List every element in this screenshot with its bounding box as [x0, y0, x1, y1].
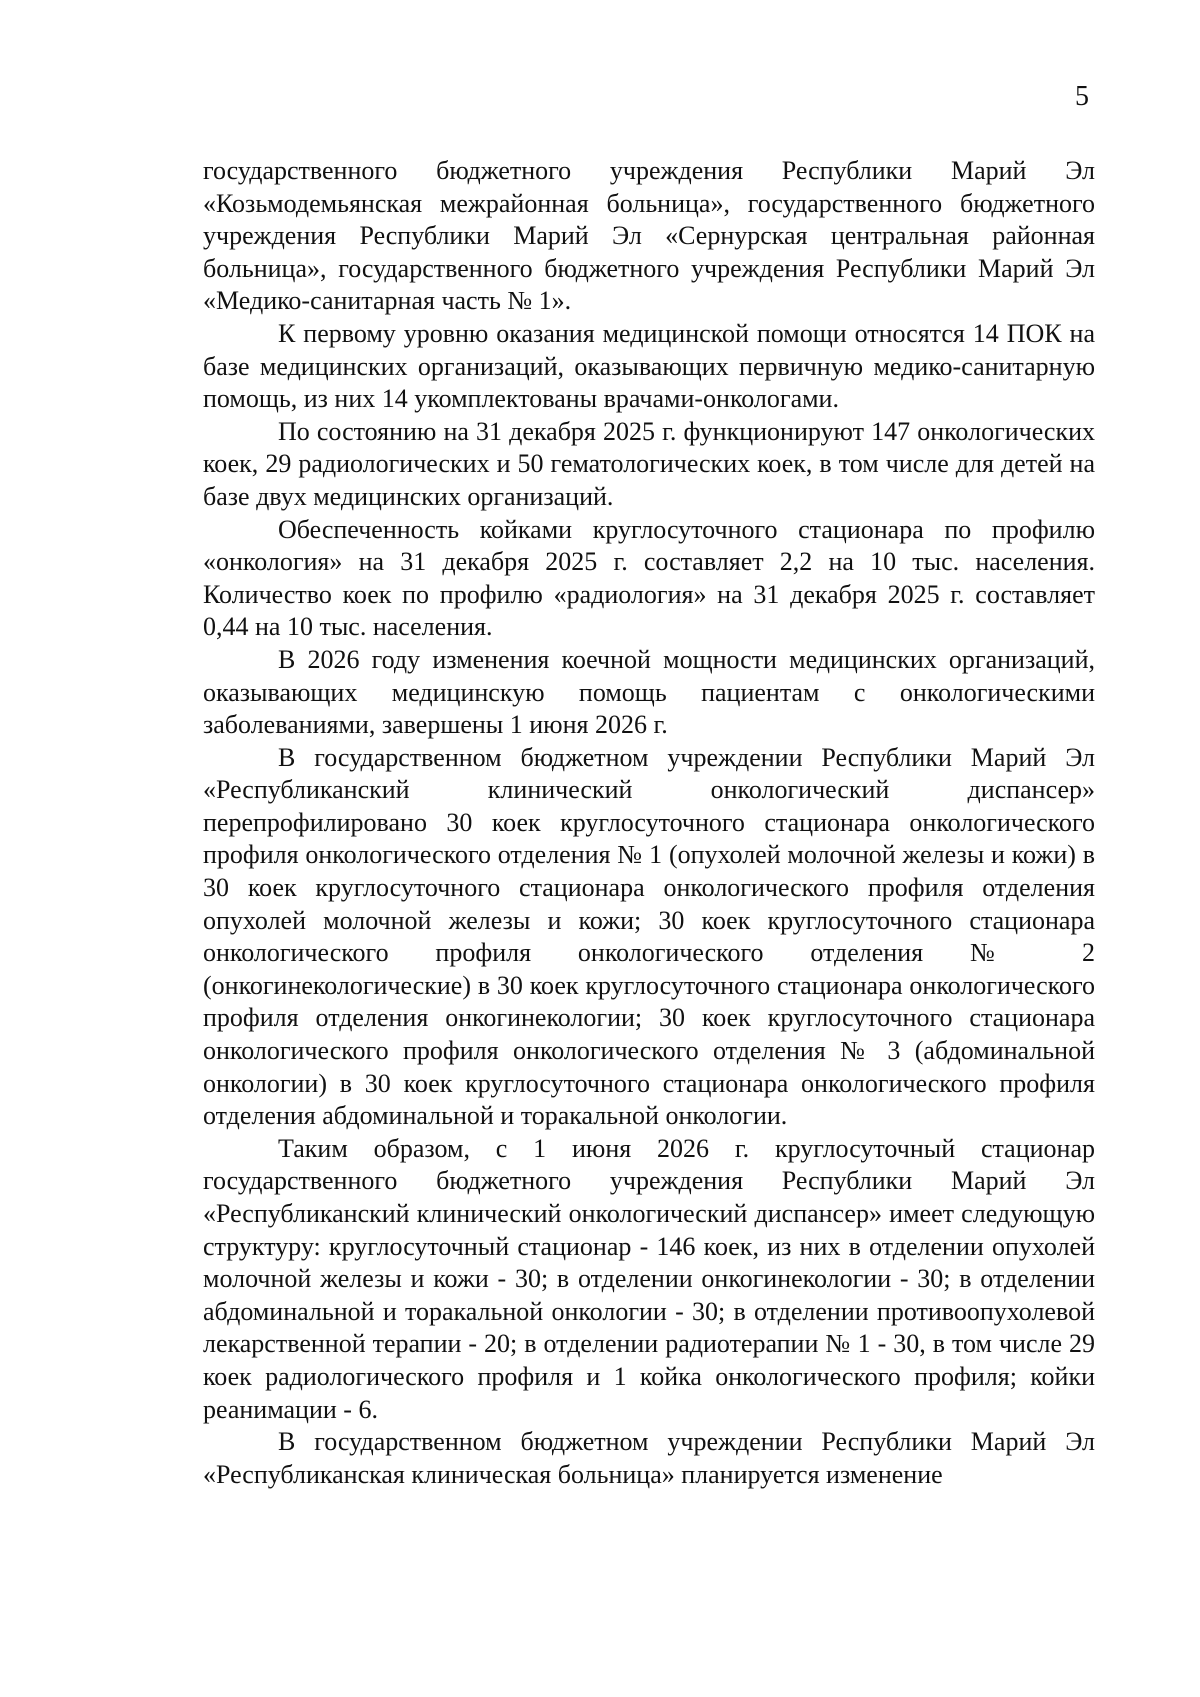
- paragraph-reprofiling: В государственном бюджетном учреждении Республики Марий Эл «Республиканский клинический онкологический диспансер» перепрофилировано 30 коек круглосуточного стационара онкологического профиля онкологического отделения № 1 (опухолей молочной железы и кожи) в 30 коек круглосуточного стационара онкологического профиля отделения опухолей молочной железы и кожи; 30 коек круглосуточного стационара онкологического профиля онкологического отделения № 2 (онкогинекологические) в 30 коек круглосуточного стационара онкологического профиля отделения онкогинекологии; 30 коек круглосуточного стационара онкологического профиля онкологического отделения № 3 (абдоминальной онкологии) в 30 коек круглосуточного стационара онкологического профиля отделения абдоминальной и торакальной онкологии.: [203, 742, 1095, 1131]
- paragraph-structure: Таким образом, с 1 июня 2026 г. круглосуточный стационар государственного бюджетного учреждения Республики Марий Эл «Республиканский клинический онкологический диспансер» имеет следующую структуру: круглосуточный стационар - 146 коек, из них в отделении опухолей молочной железы и кожи - 30; в отделении онкогинекологии - 30; в отделении абдоминальной и торакальной онкологии - 30; в отделении противоопухолевой лекарственной терапии - 20; в отделении радиотерапии № 1 - 30, в том числе 29 коек радиологического профиля и 1 койка онкологического профиля; койки реанимации - 6.: [203, 1133, 1095, 1424]
- document-body: [203, 155, 1095, 1491]
- paragraph-bed-provision: Обеспеченность койками круглосуточного стационара по профилю «онкология» на 31 декабря 2025 г. составляет 2,2 на 10 тыс. населения. Количество коек по профилю «радиология» на 31 декабря 2025 г. составляет 0,44 на 10 тыс. населения.: [203, 514, 1095, 642]
- page-number: 5: [1075, 81, 1089, 112]
- paragraph-clinical-hospital: В государственном бюджетном учреждении Республики Марий Эл «Республиканская клиническая больница» планируется изменение: [203, 1427, 1095, 1489]
- paragraph-bed-capacity-changes: В 2026 году изменения коечной мощности медицинских организаций, оказывающих медицинскую помощь пациентам с онкологическими заболеваниями, завершены 1 июня 2026 г.: [203, 644, 1095, 740]
- paragraph-first-level-care: К первому уровню оказания медицинской помощи относятся 14 ПОК на базе медицинских организаций, оказывающих первичную медико-санитарную помощь, из них 14 укомплектованы врачами-онкологами.: [203, 318, 1095, 414]
- paragraph-bed-count: По состоянию на 31 декабря 2025 г. функционируют 147 онкологических коек, 29 радиологических и 50 гематологических коек, в том числе для детей на базе двух медицинских организаций.: [203, 416, 1095, 511]
- paragraph-continuation: государственного бюджетного учреждения Республики Марий Эл «Козьмодемьянская межрайонная больница», государственного бюджетного учреждения Республики Марий Эл «Сернурская центральная районная больница», государственного бюджетного учреждения Республики Марий Эл «Медико-санитарная часть № 1».: [203, 156, 1095, 316]
